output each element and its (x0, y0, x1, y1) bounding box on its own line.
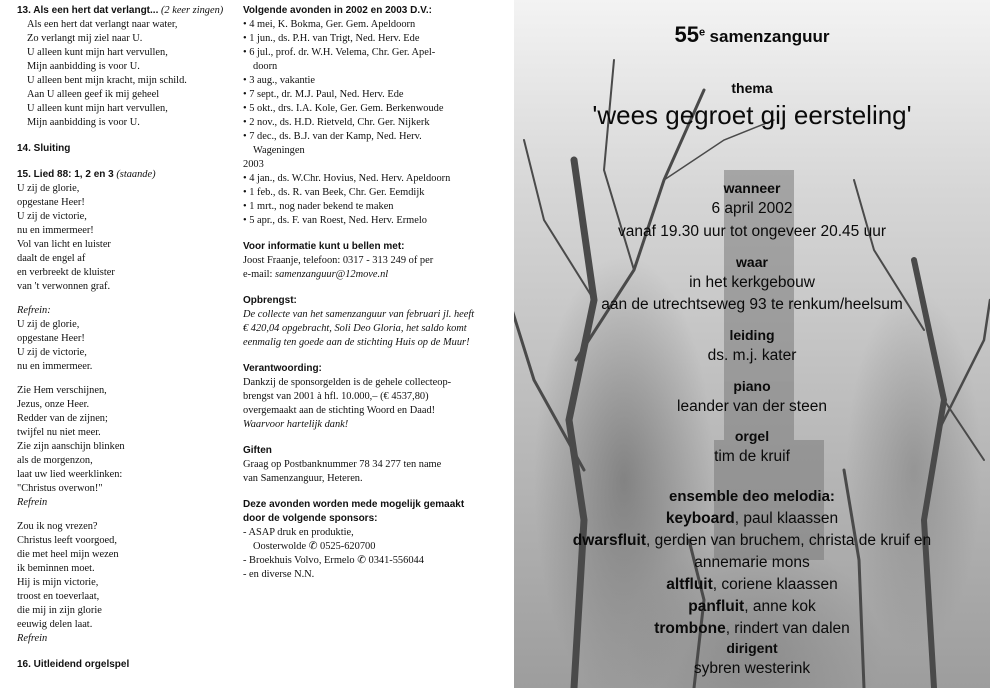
song-16-heading: 16. Uitleidend orgelspel (17, 659, 130, 670)
text-line: eenmalig ten goede aan de stichting Huis op de Muur! (243, 337, 470, 348)
panfluit-label: panfluit (688, 598, 745, 615)
list-item: • 7 dec., ds. B.J. van der Kamp, Ned. Herv. (243, 131, 422, 142)
verse-line: twijfel nu niet meer. (17, 427, 101, 438)
leiding-label: leiding (729, 327, 775, 343)
info-email-prefix: e-mail: (243, 269, 276, 280)
text-line: Graag op Postbanknummer 78 34 277 ten name (243, 459, 442, 470)
song-13-title (17, 4, 232, 18)
info-email-link[interactable]: samenzanguur@12move.nl (275, 269, 389, 280)
altfluit-name: , coriene klaassen (712, 576, 838, 593)
list-item: Wageningen (253, 145, 305, 156)
piano-name: leander van der steen (677, 398, 827, 415)
verse-line: Hij is mijn victorie, (17, 577, 99, 588)
verse-line: laat uw lied weerklinken: (17, 469, 123, 480)
verse-line: ik beminnen moet. (17, 563, 95, 574)
thema-label: thema (731, 80, 773, 96)
song-13-heading: 13. Als een hert dat verlangt... (17, 5, 159, 16)
piano-label: piano (733, 378, 771, 394)
verse-line: eeuwig delen laat. (17, 619, 93, 630)
verse-line: daalt de engel af (17, 253, 86, 264)
song-13-note: (2 keer zingen) (160, 5, 224, 16)
place-line-1: in het kerkgebouw (689, 274, 815, 291)
list-item: - en diverse N.N. (243, 569, 315, 580)
event-time: vanaf 19.30 uur tot ongeveer 20.45 uur (617, 223, 886, 240)
avonden-2003-list (243, 172, 514, 228)
orgel-name: tim de kruif (714, 448, 790, 465)
verse-line: nu en immermeer! (17, 225, 94, 236)
info-column (232, 0, 514, 688)
list-item: • 4 jan., ds. W.Chr. Hovius, Ned. Herv. Apeldoorn (243, 173, 451, 184)
panfluit-line (514, 598, 990, 616)
verse-line: Zou ik nog vrezen? (17, 521, 98, 532)
song-15-heading: 15. Lied 88: 1, 2 en 3 (17, 169, 114, 180)
edition-label: samenzanguur (709, 27, 830, 46)
sponsor-heading-line: Deze avonden worden mede mogelijk gemaakt (243, 499, 465, 510)
verse-line: U zij de victorie, (17, 211, 87, 222)
verse-line: opgestane Heer! (17, 333, 85, 344)
keyboard-line (514, 510, 990, 528)
verse-line: troost en toeverlaat, (17, 591, 100, 602)
verse-line: en verbreekt de kluister (17, 267, 115, 278)
verse-line: Jezus, onze Heer. (17, 399, 90, 410)
avonden-heading: Volgende avonden in 2002 en 2003 D.V.: (243, 5, 432, 16)
verse-line: nu en immermeer. (17, 361, 93, 372)
avonden-2002-list (243, 18, 514, 158)
verse-line: U zij de glorie, (17, 183, 80, 194)
altfluit-label: altfluit (666, 576, 713, 593)
edition-superscript: e (698, 26, 706, 39)
thema-title: 'wees gegroet gij eersteling' (592, 100, 912, 130)
year-2003: 2003 (243, 159, 264, 170)
text-line: overgemaakt aan de stichting Woord en Daad! (243, 405, 436, 416)
song-column (0, 0, 232, 688)
verse-line: U alleen bent mijn kracht, mijn schild. (27, 75, 187, 86)
list-item: • 5 apr., ds. F. van Roest, Ned. Herv. Ermelo (243, 215, 427, 226)
event-date: 6 april 2002 (711, 200, 793, 217)
verse-line: Zie Hem verschijnen, (17, 385, 107, 396)
refrein-marker: Refrein (17, 497, 48, 508)
verantwoording-heading: Verantwoording: (243, 363, 322, 374)
verse-line: U alleen kunt mijn hart vervullen, (27, 103, 168, 114)
trombone-name: , rindert van dalen (725, 620, 850, 637)
place-line-2: aan de utrechtseweg 93 te renkum/heelsum (601, 296, 903, 313)
list-item: Oosterwolde ✆ 0525-620700 (253, 541, 376, 552)
text-line: € 420,04 opgebracht, Soli Deo Gloria, het saldo komt (243, 323, 467, 334)
list-item: • 6 jul., prof. dr. W.H. Velema, Chr. Ger. Apel- (243, 47, 436, 58)
list-item: • 1 mrt., nog nader bekend te maken (243, 201, 394, 212)
info-heading: Voor informatie kunt u bellen met: (243, 241, 405, 252)
verse-line: die met heel mijn wezen (17, 549, 119, 560)
keyboard-label: keyboard (665, 510, 735, 527)
list-item: - Broekhuis Volvo, Ermelo ✆ 0341-556044 (243, 555, 424, 566)
dwarsfluit-line-2: annemarie mons (694, 554, 810, 571)
verse-line: "Christus overwon!" (17, 483, 103, 494)
song-15-verse-1 (17, 182, 232, 294)
verse-line: opgestane Heer! (17, 197, 85, 208)
verse-line: U zij de victorie, (17, 347, 87, 358)
sponsor-heading (243, 498, 514, 526)
edition-title (514, 22, 990, 48)
verse-line: Mijn aanbidding is voor U. (27, 117, 140, 128)
ensemble-label: ensemble deo melodia: (669, 488, 835, 505)
verse-line: als de morgenzon, (17, 455, 93, 466)
thanks-line: Waarvoor hartelijk dank! (243, 419, 349, 430)
cover-panel (514, 0, 990, 688)
list-item: - ASAP druk en produktie, (243, 527, 354, 538)
sponsor-list (243, 526, 514, 582)
list-item: • 2 nov., ds. H.D. Rietveld, Chr. Ger. Nijkerk (243, 117, 430, 128)
altfluit-line (514, 576, 990, 594)
list-item: • 1 jun., ds. P.H. van Trigt, Ned. Herv. Ede (243, 33, 420, 44)
dwarsfluit-line (514, 532, 990, 550)
text-line: van Samenzanguur, Heteren. (243, 473, 363, 484)
text-line: brengst van 2001 à hfl. 10.000,– (€ 4537,80) (243, 391, 429, 402)
orgel-label: orgel (734, 428, 770, 444)
verse-line: die mij in zijn glorie (17, 605, 102, 616)
song-15-note: (staande) (116, 169, 156, 180)
verse-line: U zij de glorie, (17, 319, 80, 330)
song-13-lines (17, 18, 232, 130)
verse-line: Mijn aanbidding is voor U. (27, 61, 140, 72)
verse-line: Redder van de zijnen; (17, 413, 108, 424)
wanneer-label: wanneer (723, 180, 781, 196)
list-item: • 1 feb., ds. R. van Beek, Chr. Ger. Eemdijk (243, 187, 425, 198)
waar-label: waar (736, 254, 768, 270)
verse-line: U alleen kunt mijn hart vervullen, (27, 47, 168, 58)
verse-line: Zo verlangt mij ziel naar U. (27, 33, 143, 44)
dwarsfluit-names: , gerdien van bruchem, christa de kruif en (646, 532, 932, 549)
verse-line: Zie zijn aanschijn blinken (17, 441, 125, 452)
opbrengst-heading: Opbrengst: (243, 295, 297, 306)
verse-line: Vol van licht en luister (17, 239, 111, 250)
verse-line: Aan U alleen geef ik mij geheel (27, 89, 160, 100)
verse-line: Christus leeft voorgoed, (17, 535, 117, 546)
dwarsfluit-label: dwarsfluit (572, 532, 646, 549)
refrein (17, 304, 232, 374)
dirigent-name: sybren westerink (693, 660, 811, 677)
dirigent-label: dirigent (726, 640, 778, 656)
text-line: De collecte van het samenzanguur van februari jl. heeft (243, 309, 475, 320)
list-item: • 7 sept., dr. M.J. Paul, Ned. Herv. Ede (243, 89, 404, 100)
song-15-verse-2 (17, 384, 232, 510)
keyboard-name: , paul klaassen (734, 510, 839, 527)
panfluit-name: , anne kok (744, 598, 816, 615)
verse-line: Als een hert dat verlangt naar water, (27, 19, 178, 30)
info-phone: Joost Fraanje, telefoon: 0317 - 313 249 of per (243, 255, 434, 266)
info-email-line (243, 268, 514, 282)
verse-line: van 't verwonnen graf. (17, 281, 111, 292)
giften-text (243, 458, 514, 486)
sponsor-heading-line: door de volgende sponsors: (243, 513, 378, 524)
list-item: • 5 okt., drs. I.A. Kole, Ger. Gem. Berkenwoude (243, 103, 444, 114)
giften-heading: Giften (243, 445, 272, 456)
trombone-line (514, 620, 990, 638)
list-item: • 3 aug., vakantie (243, 75, 316, 86)
text-line: Dankzij de sponsorgelden is de gehele collecteop- (243, 377, 452, 388)
list-item: doorn (253, 61, 278, 72)
song-15-title (17, 168, 232, 182)
opbrengst-text (243, 308, 514, 350)
refrein-label: Refrein: (17, 305, 51, 316)
trombone-label: trombone (654, 620, 726, 637)
leiding-name: ds. m.j. kater (707, 347, 797, 364)
refrein-marker: Refrein (17, 633, 48, 644)
list-item: • 4 mei, K. Bokma, Ger. Gem. Apeldoorn (243, 19, 416, 30)
song-15-verse-3 (17, 520, 232, 646)
verantwoording-text (243, 376, 514, 432)
song-14-heading: 14. Sluiting (17, 143, 71, 154)
edition-number: 55 (674, 22, 699, 47)
